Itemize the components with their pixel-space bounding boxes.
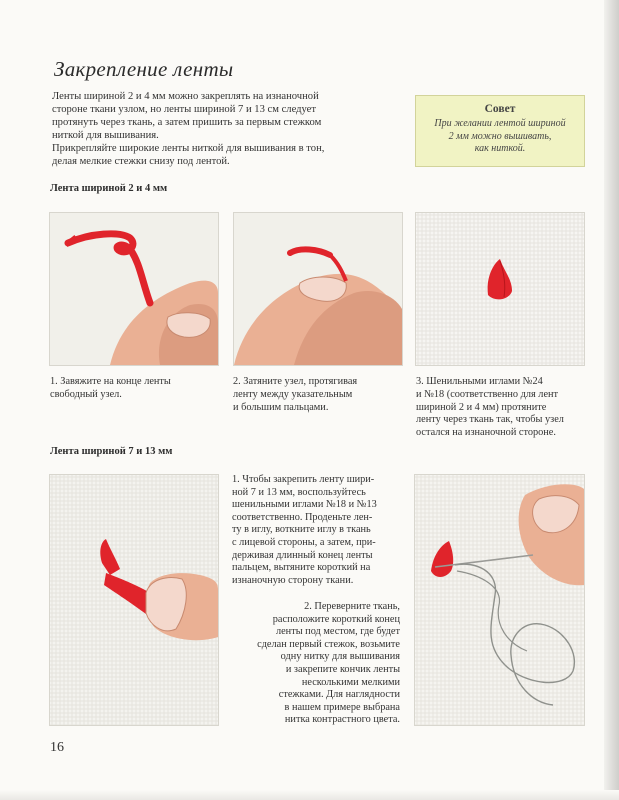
step-line: ту в иглу, воткните иглу в ткань [232,524,371,536]
caption-line: ленту через ткань так, чтобы узел [416,414,564,426]
photo-step3-illustration [416,213,584,365]
intro-line: ниткой для вышивания. [52,130,159,142]
tip-text [416,118,584,156]
tip-line: При желании лентой шириной [434,118,566,129]
tip-line: как ниткой. [474,143,526,154]
page-binding-shadow [604,0,619,800]
step-line: изнаночную сторону ткани. [232,574,354,586]
photo-wide-ribbon-finger [49,474,219,726]
step-line: расположите короткий конец [272,613,400,625]
caption-line: 3. Шенильными иглами №24 [416,376,543,387]
caption-line: свободный узел. [50,388,122,400]
section2-step1-text [232,474,402,587]
step-line: стежками. Для наглядности [278,689,400,701]
caption-line: и большим пальцами. [233,401,329,413]
step-line: 2. Переверните ткань, [304,601,400,612]
step-line: и закрепите кончик ленты [285,663,400,675]
step-line: сделан первый стежок, возьмите [257,638,400,650]
step-line: с лицевой стороны, а затем, при- [232,536,376,548]
step2-caption [233,376,403,414]
section2-step2-text [220,601,400,727]
intro-line: делая мелкие стежки снизу под лентой. [52,156,230,168]
step-line: нитка контрастного цвета. [284,714,400,726]
photo-step3-fabric [415,212,585,366]
step-line: шенильными иглами №18 и №13 [232,499,377,511]
section1-heading: Лента шириной 2 и 4 мм [50,183,168,194]
caption-line: остался на изнаночной стороне. [416,427,556,439]
page-bottom-shadow [0,790,619,800]
step-line: в нашем примере выбрана [284,701,400,713]
step-line: ной 7 и 13 мм, воспользуйтесь [232,486,366,498]
intro-line: Прикрепляйте широкие ленты ниткой для вышивания в тон, [52,143,325,155]
tip-box [415,95,585,167]
tip-line: 2 мм можно вышивать, [448,130,552,142]
caption-line: ленту между указательным [233,388,353,400]
intro-paragraph-2 [52,142,382,168]
step-line: соответственно. Проденьте лен- [232,511,373,523]
photo-step1-knot [49,212,219,366]
step3-caption [416,376,596,440]
page-number: 16 [50,740,64,755]
step-line: 1. Чтобы закрепить ленту шири- [232,474,375,485]
photo-step2-illustration [234,213,402,365]
caption-line: и №18 (соответственно для лент [416,388,559,400]
page-title: Закрепление ленты [54,57,234,81]
section2-heading: Лента шириной 7 и 13 мм [50,446,173,457]
photo-step2-tighten [233,212,403,366]
tip-title: Совет [484,103,516,115]
photo-wide-ribbon-illustration [50,475,218,725]
step-line: несколькими мелкими [301,676,400,688]
caption-line: 2. Затяните узел, протягивая [233,376,358,387]
photo-stitching-thread [414,474,585,726]
intro-paragraph-1 [52,90,382,142]
intro-line: протянуть через ткань, а затем пришить за первым стежком [52,117,322,129]
step-line: одну нитку для вышивания [280,651,400,663]
step-line: пальцем, вытяните короткий на [232,562,371,574]
step1-caption [50,376,220,402]
step-line: ленты под местом, где будет [275,626,400,638]
photo-stitching-illustration [415,475,584,725]
caption-line: 1. Завяжите на конце ленты [50,376,171,387]
intro-line: Ленты шириной 2 и 4 мм можно закреплять на изнаночной [52,91,319,102]
photo-step1-illustration [50,213,218,365]
caption-line: шириной 2 и 4 мм) протяните [416,401,547,413]
intro-line: стороне ткани узлом, но ленты шириной 7 и 13 см следует [52,104,317,116]
step-line: держивая длинный конец ленты [232,549,373,561]
intro-text [52,90,382,169]
